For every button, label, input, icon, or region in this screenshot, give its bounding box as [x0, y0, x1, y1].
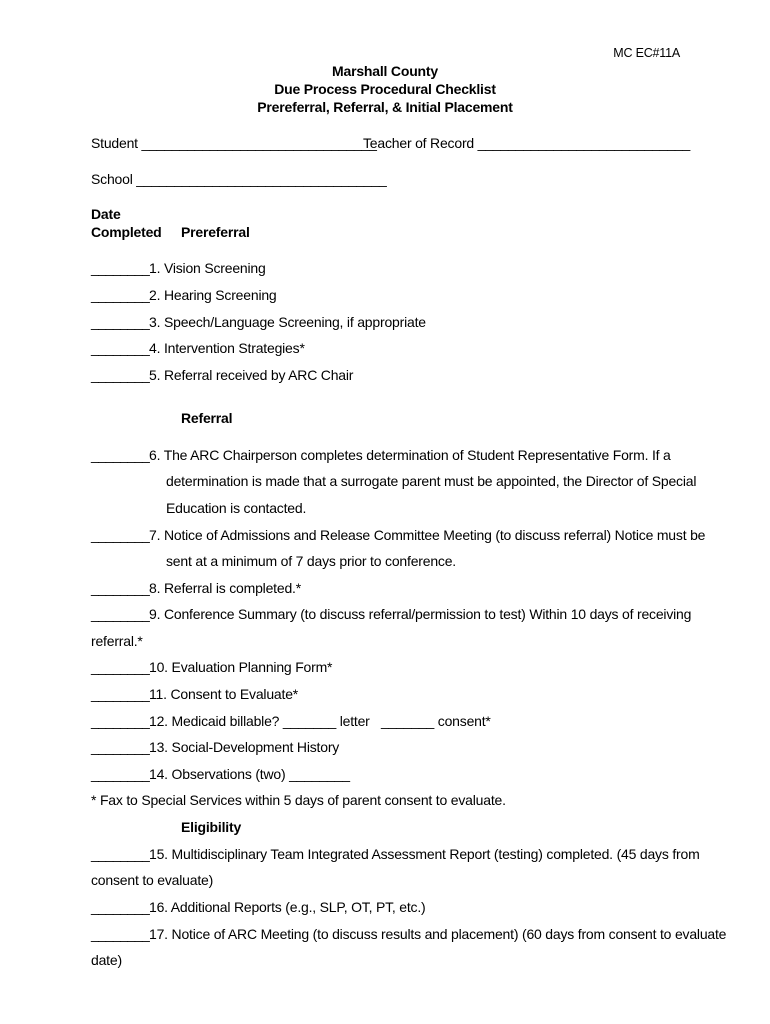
checklist-item-8: 8. Referral is completed.* [149, 580, 301, 596]
date-blank[interactable]: ________ [91, 713, 150, 729]
date-blank[interactable]: ________ [91, 899, 150, 915]
student-field[interactable]: Student _______________________________ [91, 135, 377, 151]
document-id: MC EC#11A [613, 46, 680, 60]
date-blank[interactable]: ________ [91, 314, 150, 330]
checklist-item-11: 11. Consent to Evaluate* [149, 686, 299, 702]
checklist-item-14: 14. Observations (two) ________ [149, 766, 350, 782]
date-blank[interactable]: ________ [91, 846, 150, 862]
checklist-item-7-cont: sent at a minimum of 7 days prior to conference. [166, 553, 456, 569]
section-prereferral: Prereferral [181, 224, 250, 240]
checklist-item-9: 9. Conference Summary (to discuss referral/permission to test) Within 10 days of receiving [149, 606, 692, 622]
checklist-item-15-cont: consent to evaluate) [91, 872, 214, 888]
fax-note: * Fax to Special Services within 5 days of parent consent to evaluate. [91, 792, 506, 808]
date-blank[interactable]: ________ [91, 367, 150, 383]
teacher-of-record-field[interactable]: Teacher of Record ____________________________ [363, 135, 691, 151]
checklist-item-13: 13. Social-Development History [149, 739, 340, 755]
checklist-item-10: 10. Evaluation Planning Form* [149, 659, 333, 675]
date-blank[interactable]: ________ [91, 739, 150, 755]
checklist-item-17-cont: date) [91, 952, 122, 968]
date-blank[interactable]: ________ [91, 580, 150, 596]
title-checklist: Due Process Procedural Checklist [274, 81, 496, 97]
date-blank[interactable]: ________ [91, 659, 150, 675]
date-blank[interactable]: ________ [91, 766, 150, 782]
date-blank[interactable]: ________ [91, 447, 150, 463]
checklist-item-3: 3. Speech/Language Screening, if appropriate [149, 314, 426, 330]
date-header: Date [91, 206, 121, 222]
checklist-item-5: 5. Referral received by ARC Chair [149, 367, 354, 383]
date-blank[interactable]: ________ [91, 606, 150, 622]
checklist-item-6: 6. The ARC Chairperson completes determination of Student Representative Form. If a [149, 447, 671, 463]
title-county: Marshall County [332, 63, 438, 79]
checklist-item-2: 2. Hearing Screening [149, 287, 277, 303]
date-blank[interactable]: ________ [91, 340, 150, 356]
date-blank[interactable]: ________ [91, 260, 150, 276]
checklist-item-1: 1. Vision Screening [149, 260, 266, 276]
checklist-item-6-cont: Education is contacted. [166, 500, 307, 516]
school-field[interactable]: School _________________________________ [91, 171, 387, 187]
title-subtitle: Prereferral, Referral, & Initial Placement [257, 99, 513, 115]
checklist-item-6-cont: determination is made that a surrogate parent must be appointed, the Director of Special [166, 473, 697, 489]
checklist-item-12: 12. Medicaid billable? _______ letter [149, 713, 370, 729]
date-blank[interactable]: ________ [91, 926, 150, 942]
checklist-item-12-consent: _______ consent* [381, 713, 491, 729]
date-blank[interactable]: ________ [91, 287, 150, 303]
checklist-item-4: 4. Intervention Strategies* [149, 340, 305, 356]
section-eligibility: Eligibility [181, 819, 242, 835]
date-blank[interactable]: ________ [91, 686, 150, 702]
checklist-item-16: 16. Additional Reports (e.g., SLP, OT, PT, etc.) [149, 899, 426, 915]
checklist-item-15: 15. Multidisciplinary Team Integrated Assessment Report (testing) completed. (45 days from [149, 846, 700, 862]
checklist-item-17: 17. Notice of ARC Meeting (to discuss results and placement) (60 days from consent to evaluate [149, 926, 727, 942]
checklist-item-9-cont: referral.* [91, 633, 143, 649]
date-blank[interactable]: ________ [91, 527, 150, 543]
section-referral: Referral [181, 410, 233, 426]
completed-header: Completed [91, 224, 162, 240]
checklist-item-7: 7. Notice of Admissions and Release Committee Meeting (to discuss referral) Notice must be [149, 527, 706, 543]
